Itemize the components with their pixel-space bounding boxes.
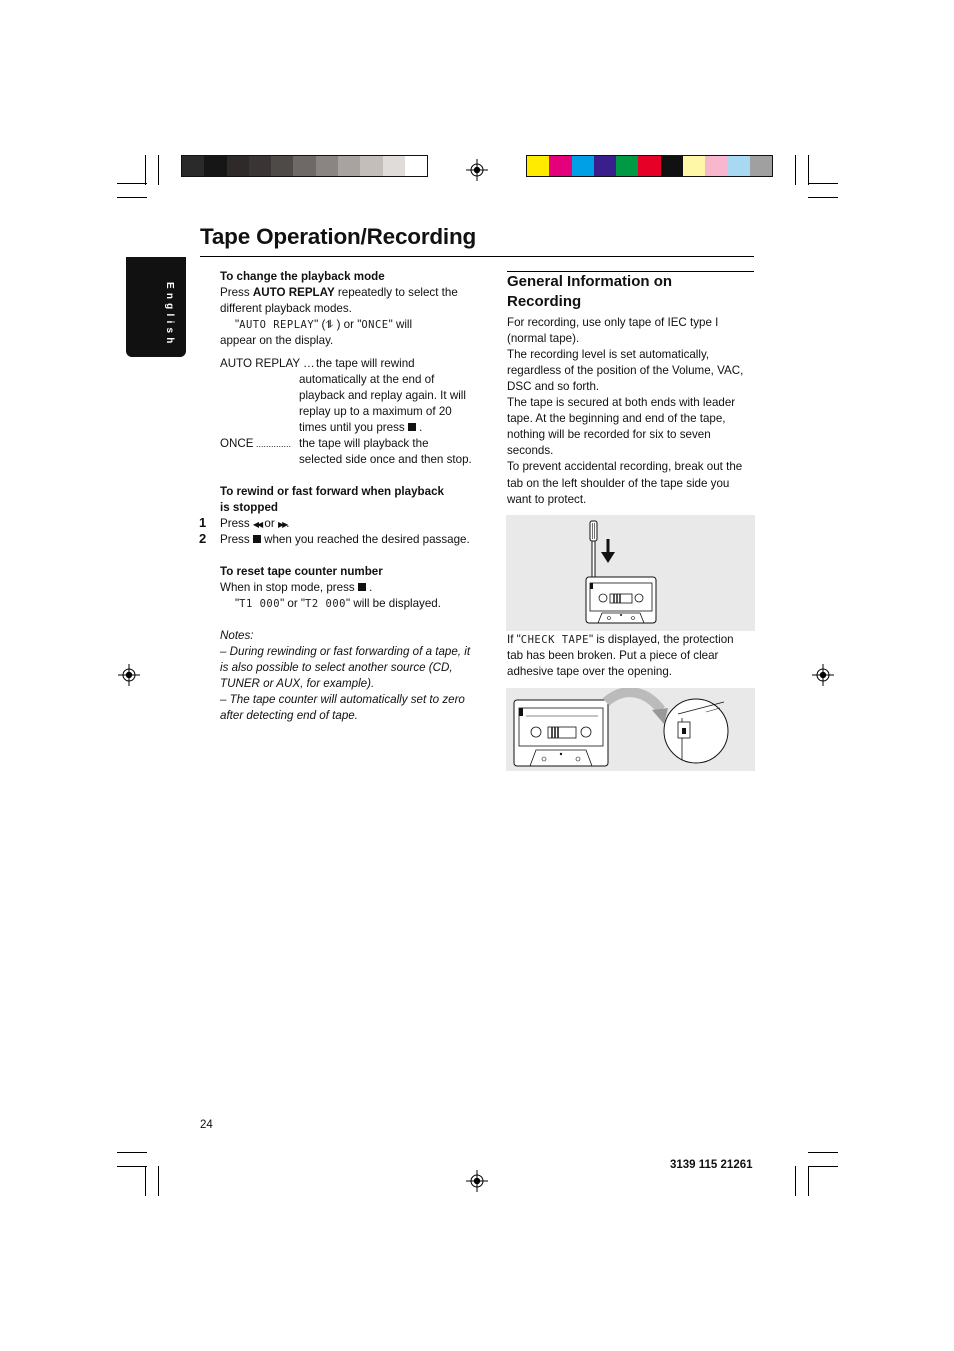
definition-text: playback and replay again. It will (299, 389, 466, 402)
page-title: Tape Operation/Recording (200, 224, 477, 249)
color-swatch (616, 156, 638, 176)
stop-icon (253, 535, 261, 543)
text: AUTO REPLAY (220, 357, 300, 370)
color-swatch (271, 156, 293, 176)
color-swatch (705, 156, 727, 176)
note-text: after detecting end of tape. (220, 709, 358, 722)
body-text: (normal tape). (507, 332, 580, 345)
color-swatch (527, 156, 549, 176)
registration-crosshair-icon (466, 159, 488, 181)
stop-icon (358, 583, 366, 591)
color-swatch (594, 156, 616, 176)
color-swatch (293, 156, 315, 176)
body-text: tab on the left shoulder of the tape side you (507, 477, 730, 490)
color-swatch (683, 156, 705, 176)
crop-mark (808, 183, 838, 184)
registration-crosshair-icon (118, 664, 140, 686)
text: " is displayed, the protection (589, 633, 734, 646)
body-text: The recording level is set automatically, (507, 348, 710, 361)
crop-mark (117, 1166, 147, 1167)
definition-text: selected side once and then stop. (299, 453, 472, 466)
rewind-heading: is stopped (220, 501, 278, 514)
body-text: DSC and so forth. (507, 380, 600, 393)
playback-mode-line (220, 285, 458, 301)
text: Press (220, 286, 253, 299)
text: " (235, 318, 240, 331)
color-swatch (227, 156, 249, 176)
color-calibration-bar (526, 155, 773, 177)
cassette-screwdriver-icon (506, 515, 755, 631)
crop-mark (795, 1166, 796, 1196)
note-text: TUNER or AUX, for example). (220, 677, 375, 690)
tape-over-opening-illustration (506, 688, 755, 771)
step-number: 2 (199, 531, 207, 546)
cassette-zoom-icon (506, 688, 755, 771)
fast-forward-icon: ▶▶ (277, 520, 287, 529)
body-text: regardless of the position of the Volume, VAC, (507, 364, 744, 377)
definition-text: automatically at the end of (299, 373, 435, 386)
step-text (220, 532, 470, 548)
text: " will be displayed. (345, 597, 441, 610)
body-text: adhesive tape over the opening. (507, 665, 673, 678)
body-text: The tape is secured at both ends with leader (507, 396, 736, 409)
rewind-icon: ◀◀ (252, 520, 262, 529)
note-text: – The tape counter will automatically set to zero (220, 693, 465, 706)
color-swatch (383, 156, 405, 176)
color-swatch (405, 156, 427, 176)
color-swatch (728, 156, 750, 176)
notes-heading: Notes: (220, 629, 254, 642)
auto-replay-key-label: AUTO REPLAY (252, 286, 335, 299)
registration-crosshair-icon (812, 664, 834, 686)
definition-text: times until you press . (299, 421, 423, 434)
crop-mark (117, 183, 147, 184)
definition-term (220, 356, 315, 372)
document-code: 3139 115 21261 (670, 1159, 753, 1171)
body-text: tab has been broken. Put a piece of clear (507, 649, 719, 662)
color-swatch (572, 156, 594, 176)
crop-mark (808, 197, 838, 198)
definition-text: replay up to a maximum of 20 (299, 405, 452, 418)
color-swatch (661, 156, 683, 176)
step-text (220, 516, 289, 533)
grayscale-calibration-bar (181, 155, 428, 177)
title-rule (200, 256, 754, 257)
crop-mark (145, 155, 146, 185)
break-tab-illustration (506, 515, 755, 631)
body-text: For recording, use only tape of IEC type I (507, 316, 719, 329)
step-number: 1 (199, 515, 207, 530)
body-text: want to protect. (507, 493, 587, 506)
text: If " (507, 633, 521, 646)
text: " or " (280, 597, 306, 610)
lcd-text: ONCE (361, 319, 389, 331)
crop-mark (808, 1166, 838, 1167)
reset-counter-text (235, 596, 441, 612)
text: when you reached the desired passage. (260, 533, 470, 546)
crop-mark (808, 1166, 809, 1196)
language-tab-label: English (164, 282, 175, 348)
recording-heading-line: Recording (507, 292, 582, 310)
crop-mark (808, 155, 809, 185)
color-swatch (182, 156, 204, 176)
lcd-text: T1 000 (239, 598, 281, 610)
body-text: seconds. (507, 444, 554, 457)
rewind-heading: To rewind or fast forward when playback (220, 485, 444, 498)
registration-crosshair-icon (466, 1170, 488, 1192)
lcd-text: T2 000 (305, 598, 346, 610)
text: When in stop mode, press (220, 581, 355, 594)
text: .............. (253, 439, 292, 449)
lcd-text: AUTO REPLAY (239, 319, 315, 331)
crop-mark (117, 1152, 147, 1153)
body-text: To prevent accidental recording, break out the (507, 460, 743, 473)
recording-heading (507, 272, 757, 311)
crop-mark (795, 155, 796, 185)
playback-mode-line (235, 317, 412, 333)
color-swatch (750, 156, 772, 176)
repeat-icon: ⥮ (325, 318, 334, 331)
body-text: tape. At the beginning and end of the tape, (507, 412, 726, 425)
language-tab (126, 257, 186, 357)
note-text: – During rewinding or fast forwarding of a tape, it (220, 645, 471, 658)
crop-mark (117, 197, 147, 198)
text: times until you press (299, 421, 405, 434)
text: repeatedly to select the (334, 286, 458, 299)
definition-text: the tape will rewind (316, 357, 415, 370)
stop-icon (408, 423, 416, 431)
playback-mode-line: different playback modes. (220, 302, 352, 315)
text: " ( (314, 318, 326, 331)
color-swatch (549, 156, 571, 176)
playback-mode-heading: To change the playback mode (220, 270, 385, 283)
text: Press (220, 533, 250, 546)
color-swatch (204, 156, 226, 176)
definition-text: the tape will playback the (299, 437, 429, 450)
color-swatch (316, 156, 338, 176)
playback-mode-line: appear on the display. (220, 334, 334, 347)
color-swatch (249, 156, 271, 176)
definition-term (220, 436, 291, 452)
check-tape-text (507, 632, 734, 648)
body-text: nothing will be recorded for six to seven (507, 428, 711, 441)
reset-counter-heading: To reset tape counter number (220, 565, 383, 578)
lcd-text: CHECK TAPE (520, 634, 589, 646)
text: . (286, 517, 290, 530)
page-number: 24 (200, 1119, 213, 1131)
text: ) or " (333, 318, 362, 331)
color-swatch (360, 156, 382, 176)
note-text: is also possible to select another source (CD, (220, 661, 453, 674)
text: … (299, 357, 315, 370)
text: ONCE (220, 437, 254, 450)
color-swatch (338, 156, 360, 176)
crop-mark (808, 1152, 838, 1153)
crop-mark (158, 1166, 159, 1196)
text: " (235, 597, 240, 610)
crop-mark (145, 1166, 146, 1196)
text: or (261, 517, 278, 530)
reset-counter-text: When in stop mode, press . (220, 581, 373, 594)
crop-mark (158, 155, 159, 185)
color-swatch (638, 156, 660, 176)
text: " will (388, 318, 413, 331)
recording-heading-line: General Information on (507, 273, 673, 290)
text: Press (220, 517, 253, 530)
